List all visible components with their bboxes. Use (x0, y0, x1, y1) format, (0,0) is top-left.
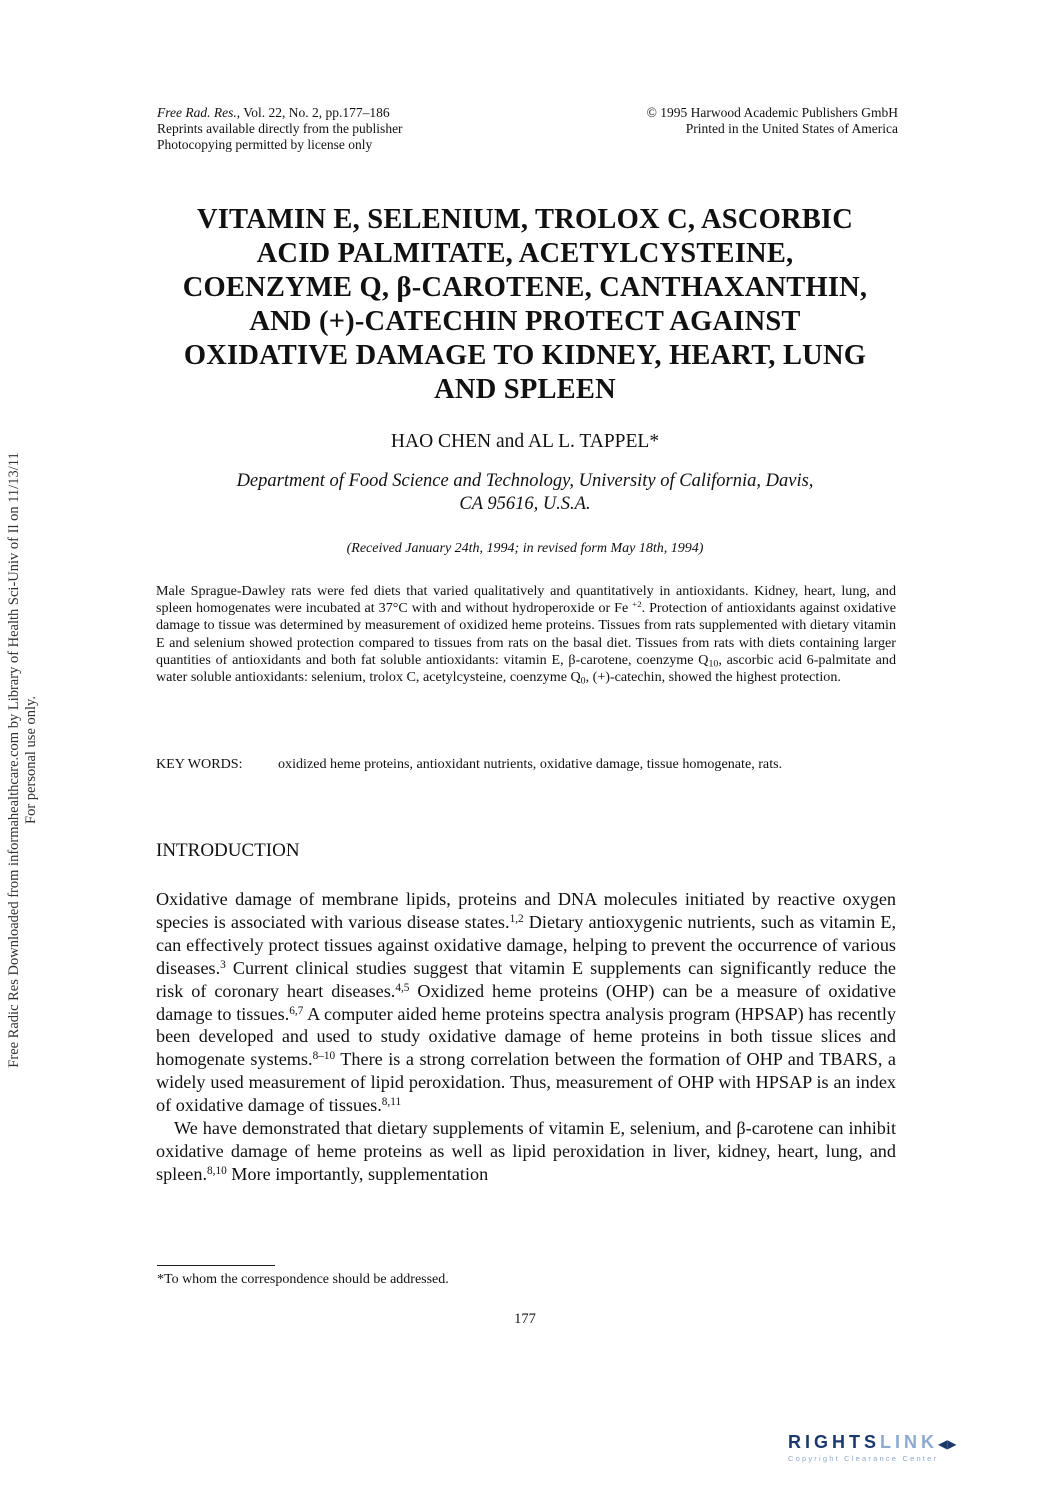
title-line: AND (+)-CATECHIN PROTECT AGAINST (249, 306, 801, 337)
copyright-note: © 1995 Harwood Academic Publishers GmbH (646, 105, 898, 120)
citation-ref: 8–10 (312, 1050, 336, 1063)
rightslink-text (788, 1432, 938, 1452)
abstract-text: Male Sprague-Dawley rats were fed diets that varied qualitatively and quantitatively in antioxidants. Kidney, heart, lung, and spleen homogenates were incubated at 37°C with and without hydroperoxide or Fe (156, 583, 896, 617)
sentence: There is a strong correlation between the formation of OHP and TBARS, a widely used measurement of lipid peroxidation. Thus, measurement of OHP with HPSAP is an index of oxidative damage of tissues. (156, 1049, 896, 1116)
abstract-text: . Protection of antioxidants against oxidative damage to tissue was determined by measurement of oxidized heme proteins. Tissues from rats supplemented with dietary vitamin E and selenium showed protection compared to tissues from rats on the basal diet. Tissues from rats with diets containing larger quantities of antioxidants and both fat soluble antioxidants: vitamin E, β-carotene, coenzyme Q (156, 600, 897, 668)
abstract-text: , (+)-catechin, showed the highest protection. (585, 669, 841, 686)
section-heading-introduction: INTRODUCTION (156, 840, 300, 861)
title-line: OXIDATIVE DAMAGE TO KIDNEY, HEART, LUNG (183, 340, 867, 371)
rightslink-text-rights: RIGHTS (788, 1432, 881, 1452)
sentence: More importantly, supplementation (226, 1163, 489, 1184)
sentence: Oxidized heme proteins (OHP) can be a measure of oxidative damage to tissues. (156, 980, 896, 1024)
iron-charge: +2 (632, 599, 642, 610)
reprints-note: Reprints available directly from the publisher (157, 121, 403, 136)
sentence: We have demonstrated that dietary supplements of vitamin E, selenium, and β-carotene can inhibit oxidative damage of heme proteins as well as lipid peroxidation in liver, kidney, heart, lung, and spleen. (156, 1118, 896, 1184)
title-line: ACID PALMITATE, ACETYLCYSTEINE, (256, 238, 794, 269)
article-title (130, 203, 920, 407)
photocopying-note: Photocopying permitted by license only (157, 137, 373, 152)
coenzyme-subscript: 0 (580, 675, 586, 687)
title-line: VITAMIN E, SELENIUM, TROLOX C, ASCORBIC (196, 204, 854, 235)
sentence: Dietary antioxygenic nutrients, such as vitamin E, can effectively protect tissues against oxidative damage, helping to prevent the occurrence of various diseases. (156, 911, 896, 978)
journal-citation (157, 105, 403, 121)
keywords-label: KEY WORDS: (156, 756, 243, 772)
watermark-line-2: For personal use only. (23, 696, 39, 824)
rightslink-text-link: LINK (880, 1432, 939, 1452)
sentence: A computer aided heme proteins spectra analysis program (HPSAP) has recently been developed and used to study oxidative damage of heme proteins in both tissue slices and homogenate systems. (156, 1003, 896, 1070)
affiliation-line-1: Department of Food Science and Technology, University of California, Davis, (236, 471, 814, 491)
sentence: Current clinical studies suggest that vitamin E supplements can significantly reduce the risk of coronary heart diseases. (156, 957, 896, 1001)
authors: HAO CHEN and AL L. TAPPEL* (390, 431, 660, 452)
title-line: COENZYME Q, β-CAROTENE, CANTHAXANTHIN, (182, 272, 868, 303)
publisher-header (647, 105, 898, 137)
received-dates: (Received January 24th, 1994; in revised form May 18th, 1994) (346, 541, 704, 556)
abstract (156, 583, 896, 686)
citation-ref: 8,11 (381, 1095, 402, 1108)
footnote: *To whom the correspondence should be addressed. (157, 1272, 449, 1287)
rightslink-logo[interactable] (788, 1432, 1024, 1472)
paragraph (156, 888, 896, 1117)
paragraph (156, 1117, 896, 1186)
rightslink-subtext: Copyright Clearance Center (788, 1454, 939, 1463)
printed-note: Printed in the United States of America (685, 121, 898, 136)
page-number: 177 (514, 1311, 536, 1327)
citation-ref: 3 (220, 958, 226, 971)
journal-header (157, 105, 403, 153)
citation-ref: 6,7 (289, 1004, 304, 1017)
journal-name: Free Rad. Res. (157, 105, 237, 120)
coenzyme-subscript: 10 (708, 658, 719, 670)
abstract-text: , ascorbic acid 6-palmitate and water soluble antioxidants: selenium, trolox C, acetylcysteine, coenzyme Q (156, 651, 896, 686)
journal-volume: , Vol. 22, No. 2, pp.177–186 (236, 105, 390, 120)
citation-ref: 8,10 (207, 1164, 227, 1177)
citation-ref: 4,5 (395, 981, 410, 994)
rightslink-wordmark (788, 1432, 1024, 1453)
footnote-rule (157, 1265, 275, 1266)
affiliation-line-2: CA 95616, U.S.A. (459, 494, 591, 514)
keywords-text: oxidized heme proteins, antioxidant nutrients, oxidative damage, tissue homogenate, rats. (278, 756, 783, 772)
affiliation (150, 470, 900, 516)
citation-ref: 1,2 (509, 912, 524, 925)
rightslink-chevron-icon: ◀▶ (938, 1437, 957, 1451)
introduction-body (156, 888, 896, 1186)
watermark-line-1: Free Radic Res Downloaded from informahealthcare.com by Library of Health Sci-Univ of Il on 11/13/11 (6, 452, 22, 1068)
title-line: AND SPLEEN (434, 374, 616, 405)
sentence: Oxidative damage of membrane lipids, proteins and DNA molecules initiated by reactive oxygen species is associated with various disease states. (156, 889, 896, 932)
